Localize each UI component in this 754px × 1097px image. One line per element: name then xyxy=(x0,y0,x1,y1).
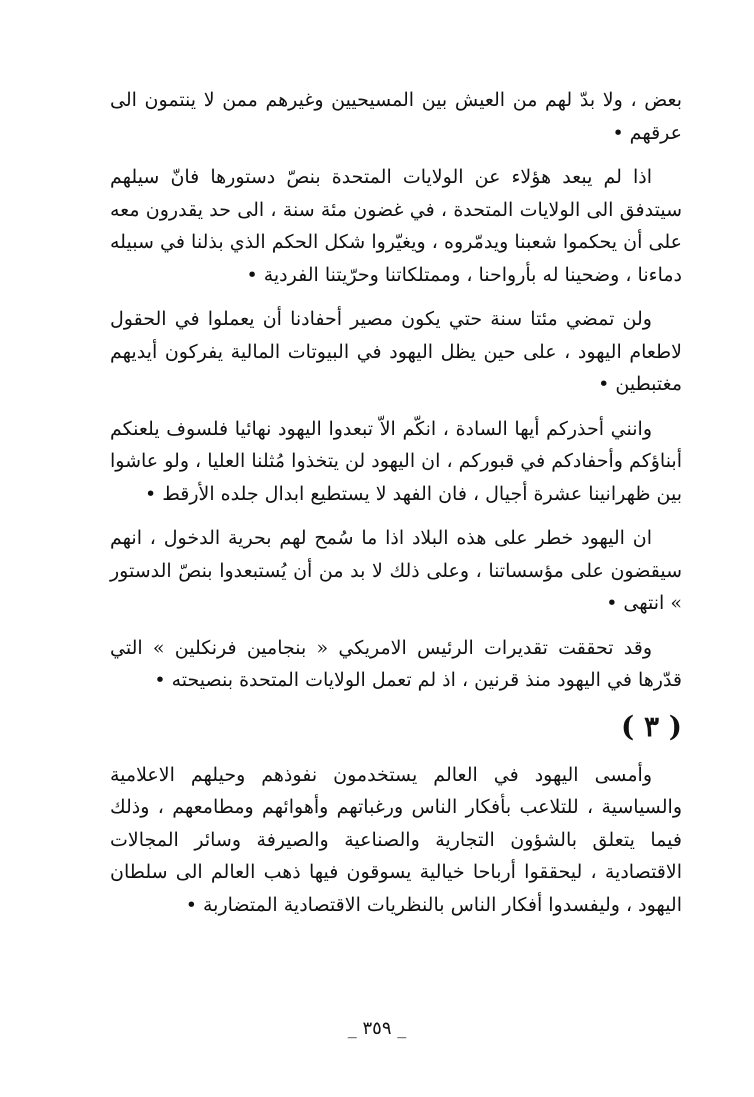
page-number: _ ٣٥٩ _ xyxy=(347,1018,407,1039)
paragraph-4: وانني أحذركم أيها السادة ، انكّم الاّ تبعدوا اليهود نهائيا فلسوف يلعنكم أبناؤكم وأحفادكم في قبوركم ، ان اليهود لن يتخذوا مُثلنا العليا ، ولو عاشوا بين ظهرانينا عشرة أجيال ، فان الفهد لا يستطيع ابدال جلده الأرقط • xyxy=(110,417,682,505)
section-number: ( ٣ ) xyxy=(620,709,682,743)
paragraph-2: اذا لم يبعد هؤلاء عن الولايات المتحدة بنصّ دستورها فانّ سيلهم سيتدفق الى الولايات المتحدة ، في غضون مئة سنة ، الى حد يقدرون معه على أن يحكموا شعبنا ويدمّروه ، ويغيّروا شكل الحكم الذي بذلنا في سبيله دماءنا ، وضحينا له بأرواحنا ، وممتلكاتنا وحرّيتنا الفردية • xyxy=(110,166,682,286)
paragraph-1: بعض ، ولا بدّ لهم من العيش بين المسيحيين وغيرهم ممن لا ينتمون الى عرقهم • xyxy=(110,89,682,144)
paragraph-6: وقد تحققت تقديرات الرئيس الامريكي « بنجامين فرنكلين » التي قدّرها في اليهود منذ قرنين ، اذ لم تعمل الولايات المتحدة بنصيحته • xyxy=(110,636,682,691)
paragraph-7: وأمسى اليهود في العالم يستخدمون نفوذهم وحيلهم الاعلامية والسياسية ، للتلاعب بأفكار الناس ورغباتهم وأهوائهم ومطامعهم ، وذلك فيما يتعلق بالشؤون التجارية والصناعية والصيرفة وسائر المجالات الاقتصادية ، ليحققوا أرباحا خيالية يسوقون فيها ذهب العالم الى سلطان اليهود ، وليفسدوا أفكار الناس بالنظريات الاقتصادية المتضاربة • xyxy=(110,763,682,916)
page-body xyxy=(110,84,682,933)
paragraph-5: ان اليهود خطر على هذه البلاد اذا ما سُمح لهم بحرية الدخول ، انهم سيقضون على مؤسساتنا ، وعلى ذلك لا بد من أن يُستبعدوا بنصّ الدستور » انتهى • xyxy=(110,527,682,614)
paragraph-3: ولن تمضي مئتا سنة حتي يكون مصير أحفادنا أن يعملوا في الحقول لاطعام اليهود ، على حين يظل اليهود في البيوتات المالية يفركون أيديهم مغتبطين • xyxy=(110,308,682,395)
